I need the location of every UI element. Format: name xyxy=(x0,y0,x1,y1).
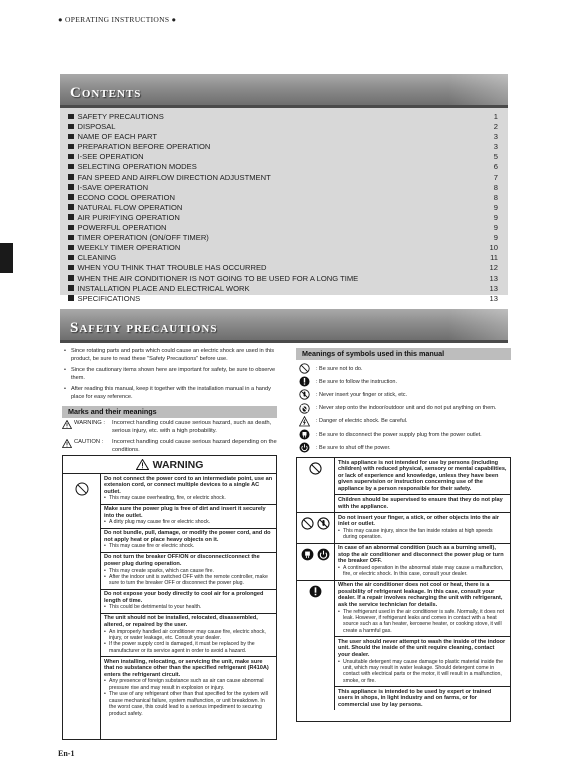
contents-item-page: 8 xyxy=(493,182,498,192)
symbol-row xyxy=(297,441,512,454)
intro-item: • After reading this manual, keep it together with the installation manual in a handy place for easy reference. xyxy=(62,385,277,402)
intro-item: • Since rotating parts and parts which could cause an electric shock are used in this product, be sure to read these "Safety Precautions" before use. xyxy=(62,347,277,364)
contents-item-label: POWERFUL OPERATION xyxy=(68,223,167,233)
bullet-square-icon xyxy=(68,235,74,241)
no-finger-icon xyxy=(297,389,311,400)
bullet-square-icon xyxy=(68,124,74,130)
warning-item xyxy=(101,529,276,553)
warning-item xyxy=(335,458,510,495)
unplug-icon xyxy=(297,544,335,580)
mark-text: Incorrect handling could cause serious hazard, such as death, serious injury, etc. with a high probability. xyxy=(112,420,272,434)
contents-item-page: 3 xyxy=(493,142,498,152)
symbol-text: : Be sure to shut off the power. xyxy=(316,444,391,451)
warning-left-items xyxy=(101,474,276,739)
warning-item xyxy=(335,495,510,512)
contents-item-page: 7 xyxy=(493,172,498,182)
bullet-square-icon xyxy=(68,194,74,200)
bullet-square-icon xyxy=(68,134,74,140)
contents-item-page: 9 xyxy=(493,202,498,212)
contents-item[interactable] xyxy=(68,253,498,263)
no-finger-icon xyxy=(297,513,335,543)
warning-group-text xyxy=(335,581,510,711)
warning-item xyxy=(101,614,276,657)
contents-item-page: 9 xyxy=(493,233,498,243)
bullet-square-icon xyxy=(68,255,74,261)
contents-item-label: PREPARATION BEFORE OPERATION xyxy=(68,142,210,152)
warning-item-head: This appliance is not intended for use by persons (including children) with reduced physical, sensory or mental capabilities, or lack of experience and knowledge, unless they have been given supervision or instruction concerning use of the appliance by a person responsible for their safety. xyxy=(338,459,507,492)
page-number: En-1 xyxy=(58,749,75,758)
warning-item-bullet: • A dirty plug may cause fire or electric shock. xyxy=(104,519,273,525)
contents-item-label: SAFETY PRECAUTIONS xyxy=(68,112,164,122)
symbol-row xyxy=(297,388,512,401)
symbol-text: : Be sure to disconnect the power supply plug from the power outlet. xyxy=(316,431,482,438)
contents-item[interactable] xyxy=(68,274,498,284)
warning-item-head: The user should never attempt to wash the inside of the indoor unit. Should the inside of the unit require cleaning, contact your dealer. xyxy=(338,638,506,658)
mark-label: WARNING : xyxy=(62,420,112,435)
symbol-text: : Be sure not to do. xyxy=(316,365,363,372)
warning-item-head: Do not expose your body directly to cool air for a prolonged length of time. xyxy=(104,591,264,604)
contents-item-label: I-SAVE OPERATION xyxy=(68,183,148,193)
contents-item-page: 13 xyxy=(489,293,498,303)
contents-item-page: 6 xyxy=(493,162,498,172)
warning-item-bullet: • If the power supply cord is damaged, it must be replaced by the manufacturer or its service agent in order to avoid a hazard. xyxy=(104,641,273,654)
marks-heading: Marks and their meanings xyxy=(62,406,277,418)
warning-item-bullet: • Any presence of foreign substance such as air can cause abnormal pressure rise and may result in explosion or injury. xyxy=(104,678,273,691)
warning-item-bullet: • An improperly handled air conditioner may cause fire, electric shock, injury, or water leakage, etc. Consult your dealer. xyxy=(104,629,273,642)
warning-item xyxy=(335,637,510,687)
contents-item-label: FAN SPEED AND AIRFLOW DIRECTION ADJUSTMENT xyxy=(68,173,271,183)
warning-item-head: Do not bundle, pull, damage, or modify the power cord, and do not apply heat or place heavy objects on it. xyxy=(104,530,271,543)
banner-shade xyxy=(448,309,508,340)
contents-list xyxy=(60,108,508,303)
safety-intro-list xyxy=(62,347,277,404)
exclamation-icon xyxy=(297,376,311,387)
contents-item-label: CLEANING xyxy=(68,253,116,263)
safety-banner xyxy=(60,309,508,343)
warning-group xyxy=(297,513,510,544)
warning-item-head: Children should be supervised to ensure that they do not play with the appliance. xyxy=(338,496,503,510)
warning-item xyxy=(101,590,276,614)
power-off-icon xyxy=(297,442,311,453)
warning-box-right xyxy=(296,457,511,722)
warning-item xyxy=(335,513,510,543)
bullet-square-icon xyxy=(68,184,74,190)
side-tab-marker xyxy=(0,243,13,273)
bullet-square-icon xyxy=(68,275,74,281)
contents-item[interactable] xyxy=(68,284,498,294)
warning-title-bar xyxy=(63,456,276,474)
warning-item-head: Do not insert your finger, a stick, or other objects into the air inlet or outlet. xyxy=(338,514,500,528)
contents-item-page: 13 xyxy=(489,283,498,293)
contents-item-label: WHEN YOU THINK THAT TROUBLE HAS OCCURRED xyxy=(68,263,267,273)
contents-item[interactable] xyxy=(68,223,498,233)
warning-triangle-icon xyxy=(62,420,72,429)
warning-group xyxy=(297,544,510,581)
warning-item-bullet: • Unsuitable detergent may cause damage to plastic material inside the unit, which may result in water leakage. Should detergent come in contact with electrical parts or the motor, it will result in a malfunction, smoke, or fire. xyxy=(338,659,507,685)
warning-item xyxy=(101,553,276,590)
warning-item-bullet: • The refrigerant used in the air conditioner is safe. Normally, it does not leak. However, if refrigerant leaks and comes in contact with a heat source such as a fan heater, kerosene heater, or cooking stove, it will create a harmful gas. xyxy=(338,609,507,635)
mark-label: CAUTION : xyxy=(62,439,112,454)
warning-item-head: This appliance is intended to be used by expert or trained users in shops, in light industry and on farms, or for commercial use by lay persons. xyxy=(338,688,492,708)
contents-item-page: 8 xyxy=(493,192,498,202)
bullet-square-icon xyxy=(68,164,74,170)
warning-item-head: Do not connect the power cord to an intermediate point, use an extension cord, or connect multiple devices to a single AC outlet. xyxy=(104,475,273,495)
contents-item[interactable] xyxy=(68,173,498,183)
warning-item-head: In case of an abnormal condition (such as a burning smell), stop the air conditioner and disconnect the power plug or turn the breaker OFF. xyxy=(338,545,504,565)
contents-item-page: 10 xyxy=(489,243,498,253)
warning-group-text xyxy=(335,544,510,580)
warning-item-bullet: • This may cause fire or electric shock. xyxy=(104,543,273,549)
bullet-square-icon xyxy=(68,225,74,231)
no-step-icon xyxy=(297,403,311,414)
warning-item-bullet: • A continued operation in the abnormal state may cause a malfunction, fire, or electric shock. In this case, consult your dealer. xyxy=(338,565,507,578)
contents-item-label: WEEKLY TIMER OPERATION xyxy=(68,243,180,253)
prohibited-icon xyxy=(75,482,89,496)
contents-item[interactable] xyxy=(68,193,498,203)
mark-row xyxy=(62,439,277,454)
banner-shade xyxy=(448,74,508,105)
prohibited-icon xyxy=(297,363,311,374)
symbol-row xyxy=(297,362,512,375)
warning-group-text xyxy=(335,513,510,543)
contents-item[interactable] xyxy=(68,122,498,132)
symbols-list xyxy=(297,362,512,454)
unplug-icon xyxy=(297,429,311,440)
contents-item-page: 1 xyxy=(493,112,498,121)
contents-item[interactable] xyxy=(68,294,498,304)
symbol-row xyxy=(297,402,512,415)
contents-item-label: SELECTING OPERATION MODES xyxy=(68,162,197,172)
warning-item-bullet: • The use of any refrigerant other than that specified for the system will cause mechanical failure, system malfunction, or unit breakdown. In the worst case, this could lead to a serious impediment to securing product safety. xyxy=(104,691,273,717)
warning-item xyxy=(335,544,510,580)
bullet-square-icon xyxy=(68,114,74,120)
contents-item-label: NATURAL FLOW OPERATION xyxy=(68,203,182,213)
mark-row xyxy=(62,420,277,435)
warning-item-bullet: • This may cause injury, since the fan inside rotates at high speeds during operation. xyxy=(338,528,507,541)
contents-item[interactable] xyxy=(68,203,498,213)
warning-item-bullet: • After the indoor unit is switched OFF with the remote controller, make sure to turn the breaker OFF or disconnect the power plug. xyxy=(104,574,273,587)
warning-item-head: Do not turn the breaker OFF/ON or disconnect/connect the power plug during operation. xyxy=(104,554,260,567)
symbols-heading: Meanings of symbols used in this manual xyxy=(296,348,511,360)
warning-icon-column xyxy=(63,474,101,739)
warning-item xyxy=(335,687,510,710)
bullet-square-icon xyxy=(68,265,74,271)
warning-group-text xyxy=(335,458,510,512)
contents-item-label: WHEN THE AIR CONDITIONER IS NOT GOING TO BE USED FOR A LONG TIME xyxy=(68,274,358,284)
contents-item[interactable] xyxy=(68,213,498,223)
contents-item-label: DISPOSAL xyxy=(68,122,115,132)
contents-item[interactable] xyxy=(68,243,498,253)
bullet-square-icon xyxy=(68,174,74,180)
bullet-square-icon xyxy=(68,144,74,150)
contents-item-label: INSTALLATION PLACE AND ELECTRICAL WORK xyxy=(68,284,250,294)
warning-item-head: Make sure the power plug is free of dirt and insert it securely into the outlet. xyxy=(104,506,266,519)
warning-title: WARNING xyxy=(152,458,204,471)
symbol-text: : Never step onto the indoor/outdoor unit and do not put anything on them. xyxy=(316,405,497,412)
warning-group xyxy=(297,458,510,513)
bullet-square-icon xyxy=(68,204,74,210)
warning-item xyxy=(101,474,276,505)
symbol-text: : Danger of electric shock. Be careful. xyxy=(316,418,408,425)
symbol-text: : Never insert your finger or stick, etc. xyxy=(316,391,408,398)
symbol-row xyxy=(297,375,512,388)
warning-group xyxy=(297,581,510,711)
contents-item-label: ECONO COOL OPERATION xyxy=(68,193,175,203)
warning-triangle-icon xyxy=(62,439,72,448)
contents-item[interactable] xyxy=(68,142,498,152)
warning-item xyxy=(101,657,276,719)
warning-item-head: When the air conditioner does not cool or heat, there is a possibility of refrigerant leakage. In this case, consult your dealer. If a repair involves recharging the unit with refrigerant, ask the service technician for details. xyxy=(338,582,503,609)
warning-item-bullet: • This may create sparks, which can cause fire. xyxy=(104,568,273,574)
prohibited-icon xyxy=(297,458,335,512)
contents-item-label: TIMER OPERATION (ON/OFF TIMER) xyxy=(68,233,209,243)
contents-item-page: 2 xyxy=(493,122,498,132)
bullet-square-icon xyxy=(68,245,74,251)
symbol-text: : Be sure to follow the instruction. xyxy=(316,378,398,385)
contents-item[interactable] xyxy=(68,233,498,243)
contents-item-label: AIR PURIFYING OPERATION xyxy=(68,213,180,223)
warning-box-left xyxy=(62,455,277,740)
warning-item-bullet: • This could be detrimental to your health. xyxy=(104,604,273,610)
section-header: ● OPERATING INSTRUCTIONS ● xyxy=(58,15,177,24)
bullet-square-icon xyxy=(68,214,74,220)
contents-item-label: NAME OF EACH PART xyxy=(68,132,157,142)
contents-item-page: 11 xyxy=(490,253,498,263)
exclamation-icon xyxy=(297,581,335,711)
bullet-square-icon xyxy=(68,154,74,160)
symbol-row xyxy=(297,428,512,441)
contents-item-page: 9 xyxy=(493,212,498,222)
contents-item[interactable] xyxy=(68,152,498,162)
contents-item-page: 3 xyxy=(493,132,498,142)
shock-icon xyxy=(297,416,311,427)
contents-item[interactable] xyxy=(68,183,498,193)
warning-item-head: The unit should not be installed, relocated, disassembled, altered, or repaired by the user. xyxy=(104,615,258,628)
intro-item: • Since the cautionary items shown here are important for safety, be sure to observe them. xyxy=(62,366,277,383)
contents-banner xyxy=(60,74,508,108)
contents-item-page: 13 xyxy=(489,273,498,283)
bullet-square-icon xyxy=(68,295,74,301)
bullet-square-icon xyxy=(68,285,74,291)
contents-item-label: I-SEE OPERATION xyxy=(68,152,144,162)
contents-item[interactable] xyxy=(68,162,498,172)
mark-text: Incorrect handling could cause serious hazard depending on the conditions. xyxy=(112,439,277,453)
safety-title: Safety precautions xyxy=(70,320,218,336)
contents-title: Contents xyxy=(70,85,142,101)
symbol-row xyxy=(297,415,512,428)
contents-item[interactable] xyxy=(68,132,498,142)
warning-triangle-icon xyxy=(136,459,149,470)
warning-item xyxy=(101,505,276,529)
contents-item[interactable] xyxy=(68,263,498,273)
marks-list xyxy=(62,420,277,458)
contents-item-label: SPECIFICATIONS xyxy=(68,294,140,304)
contents-item-page: 12 xyxy=(489,263,498,273)
warning-item-bullet: • This may cause overheating, fire, or electric shock. xyxy=(104,495,273,501)
contents-item-page: 5 xyxy=(493,152,498,162)
warning-item xyxy=(335,581,510,638)
warning-body xyxy=(63,474,276,739)
contents-item-page: 9 xyxy=(493,223,498,233)
contents-item[interactable] xyxy=(68,112,498,122)
warning-item-head: When installing, relocating, or servicing the unit, make sure that no substance other than the specified refrigerant (R410A) enters the refrigerant circuit. xyxy=(104,658,269,678)
